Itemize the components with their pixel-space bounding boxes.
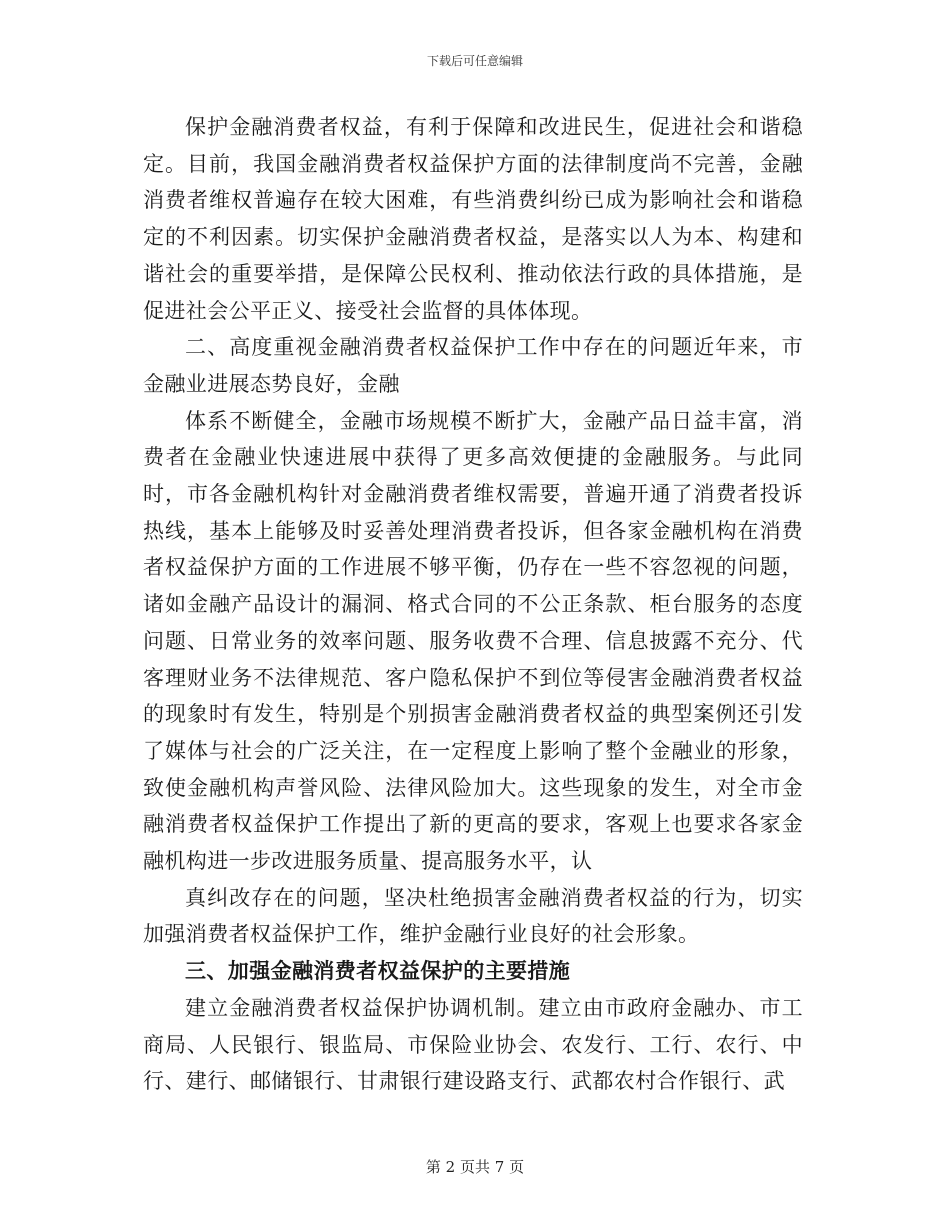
page-number: 第 2 页共 7 页	[425, 1158, 525, 1176]
section-two-heading-paragraph: 二、高度重视金融消费者权益保护工作中存在的问题近年来，市金融业进展态势良好，金融	[143, 335, 803, 396]
paragraph-measures: 建立金融消费者权益保护协调机制。建立由市政府金融办、市工商局、人民银行、银监局、市保险业协会、农发行、工行、农行、中行、建行、邮储银行、甘肃银行建设路支行、武都农村合作银行、武	[143, 995, 803, 1094]
page-header: 下载后可任意编辑	[426, 54, 523, 68]
paragraph-problems: 体系不断健全，金融市场规模不断扩大，金融产品日益丰富，消费者在金融业快速进展中获得了更多高效便捷的金融服务。与此同时，市各金融机构针对金融消费者维权需要，普遍开通了消费者投诉热线，基本上能够及时妥善处理消费者投诉，但各家金融机构在消费者权益保护方面的工作进展不够平衡，仍存在一些不容忽视的问题，诸如金融产品设计的漏洞、格式合同的不公正条款、柜台服务的态度问题、日常业务的效率问题、服务收费不合理、信息披露不充分、代客理财业务不法律规范、客户隐私保护不到位等侵害金融消费者权益的现象时有发生，特别是个别损害金融消费者权益的典型案例还引发了媒体与社会的广泛关注，在一定程度上影响了整个金融业的形象，致使金融机构声誉风险、法律风险加大。这些现象的发生，对全市金融消费者权益保护工作提出了新的更高的要求，客观上也要求各家金融机构进一步改进服务质量、提高服务水平，认	[143, 408, 803, 874]
document-body	[143, 109, 803, 1100]
paragraph-correction: 真纠改存在的问题，坚决杜绝损害金融消费者权益的行为，切实加强消费者权益保护工作，维护金融行业良好的社会形象。	[143, 885, 803, 947]
section-three-heading: 三、加强金融消费者权益保护的主要措施	[185, 959, 571, 984]
paragraph-intro: 保护金融消费者权益，有利于保障和改进民生，促进社会和谐稳定。目前，我国金融消费者权益保护方面的法律制度尚不完善，金融消费者维权普遍存在较大困难，有些消费纠纷已成为影响社会和谐稳定的不利因素。切实保护金融消费者权益，是落实以人为本、构建和谐社会的重要举措，是保障公民权利、推动依法行政的具体措施，是促进社会公平正义、接受社会监督的具体体现。	[143, 115, 803, 323]
